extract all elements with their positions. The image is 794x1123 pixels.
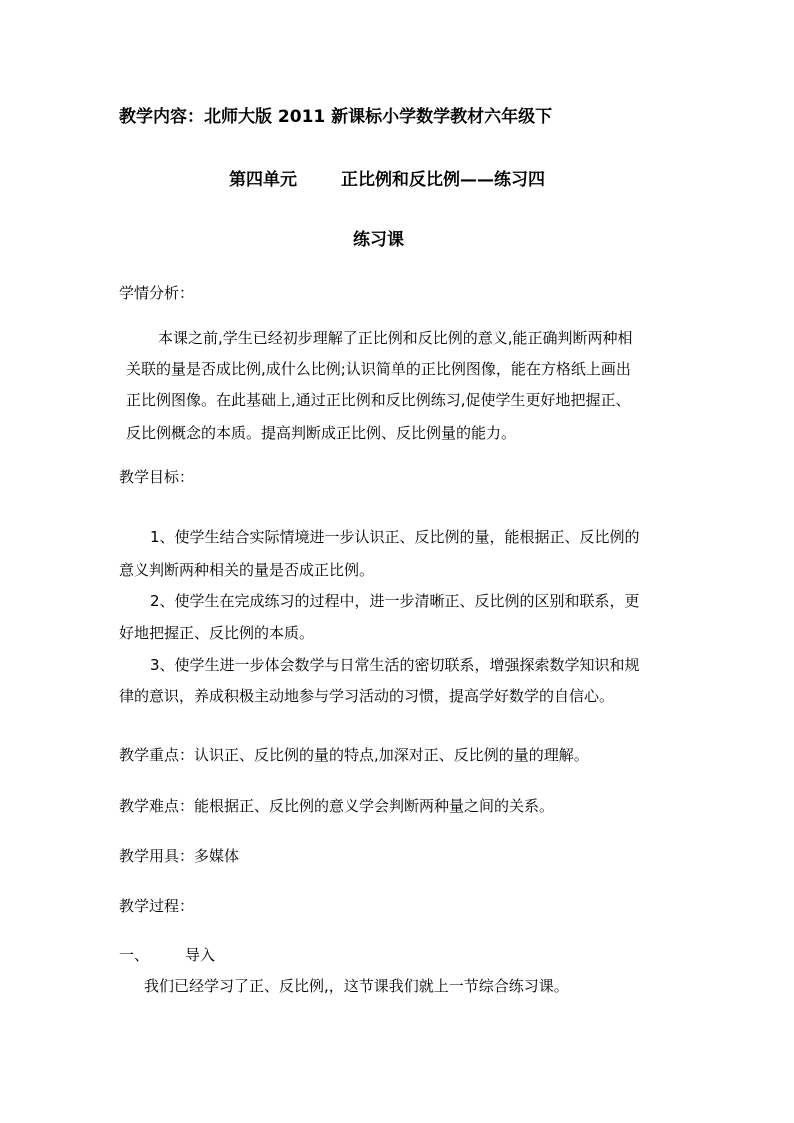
section-title: 导入	[185, 946, 216, 964]
analysis-line-4: 反比例概念的本质。提高判断成正比例、反比例量的能力。	[126, 424, 517, 442]
unit-title: 正比例和反比例——练习四	[341, 170, 545, 190]
objectives-heading: 教学目标：	[119, 468, 195, 486]
analysis-line-1: 本课之前,学生已经初步理解了正比例和反比例的意义,能正确判断两种相	[158, 329, 633, 347]
lesson-type: 练习课	[353, 230, 404, 250]
key-point: 教学重点：认识正、反比例的量的特点,加深对正、反比例的量的理解。	[119, 746, 589, 764]
objective-line-2: 意义判断两种相关的量是否成正比例。	[119, 561, 375, 579]
difficulty: 教学难点：能根据正、反比例的意义学会判断两种量之间的关系。	[119, 797, 555, 815]
teaching-content-line: 教学内容：北师大版 2011 新课标小学数学教材六年级下	[119, 107, 553, 127]
intro-paragraph: 我们已经学习了正、反比例,，这节课我们就上一节综合练习课。	[144, 977, 569, 995]
section-number: 一、	[119, 946, 150, 964]
objective-line-5: 3、使学生进一步体会数学与日常生活的密切联系，增强探索数学知识和规	[150, 656, 640, 674]
objective-line-6: 律的意识，养成积极主动地参与学习活动的习惯，提高学好数学的自信心。	[119, 687, 615, 705]
objective-line-1: 1、使学生结合实际情境进一步认识正、反比例的量，能根据正、反比例的	[150, 528, 640, 546]
analysis-line-2: 关联的量是否成比例,成什么比例;认识简单的正比例图像，能在方格纸上画出	[126, 360, 631, 378]
analysis-heading: 学情分析：	[119, 284, 195, 302]
process-heading: 教学过程：	[119, 897, 195, 915]
section-heading	[119, 945, 215, 965]
unit-heading	[229, 170, 545, 190]
objective-line-3: 2、使学生在完成练习的过程中，进一步清晰正、反比例的区别和联系，更	[150, 592, 640, 610]
teaching-tools: 教学用具：多媒体	[119, 847, 240, 865]
analysis-line-3: 正比例图像。在此基础上,通过正比例和反比例练习,促使学生更好地把握正、	[126, 391, 631, 409]
objective-line-4: 好地把握正、反比例的本质。	[119, 624, 315, 642]
unit-number: 第四单元	[229, 170, 297, 190]
